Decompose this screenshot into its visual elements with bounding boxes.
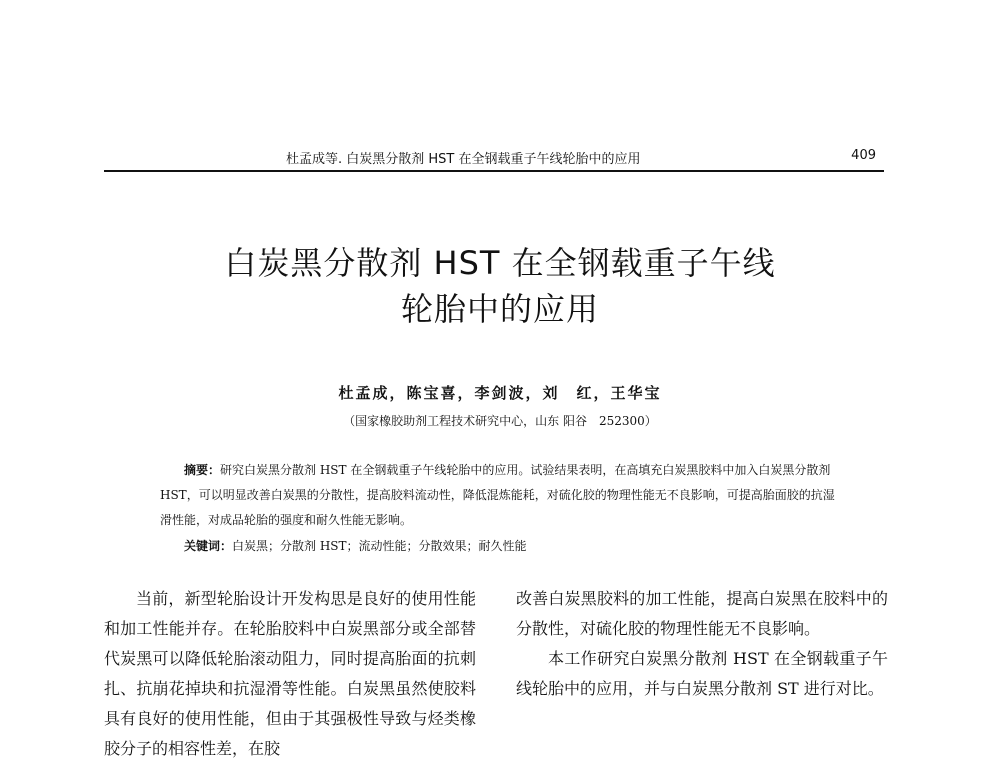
abstract-text: 研究白炭黑分散剂 HST 在全钢载重子午线轮胎中的应用。试验结果表明，在高填充白炭黑胶料中加入白炭黑分散剂 HST，可以明显改善白炭黑的分散性，提高胶料流动性，降低混炼能耗，对硫化胶的物理性能无不良影响，可提高胎面胶的抗湿滑性能，对成品轮胎的强度和耐久性能无影响。	[160, 463, 835, 527]
keywords	[184, 534, 527, 559]
body-column-right	[516, 584, 888, 704]
authors: 杜孟成，陈宝喜，李剑波，刘 红，王华宝	[338, 384, 662, 402]
page-number: 409	[851, 148, 876, 163]
keywords-label: 关键词：	[184, 539, 233, 553]
running-title: 杜孟成等. 白炭黑分散剂 HST 在全钢载重子午线轮胎中的应用	[286, 152, 641, 167]
abstract-label: 摘要：	[184, 463, 221, 477]
header-rule	[104, 170, 884, 172]
running-header	[104, 146, 884, 168]
title-line-1: 白炭黑分散剂 HST 在全钢载重子午线	[224, 244, 776, 282]
body-paragraph: 改善白炭黑胶料的加工性能，提高白炭黑在胶料中的分散性，对硫化胶的物理性能无不良影响。	[516, 589, 888, 638]
affiliation: （国家橡胶助剂工程技术研究中心，山东 阳谷 252300）	[343, 414, 657, 428]
keywords-text: 白炭黑；分散剂 HST；流动性能；分散效果；耐久性能	[232, 539, 527, 553]
title-line-2: 轮胎中的应用	[400, 290, 599, 328]
abstract	[160, 458, 840, 533]
body-paragraph: 当前，新型轮胎设计开发构思是良好的使用性能和加工性能并存。在轮胎胶料中白炭黑部分或全部替代炭黑可以降低轮胎滚动阻力，同时提高胎面的抗刺扎、抗崩花掉块和抗湿滑等性能。白炭黑虽然使胶料具有良好的使用性能，但由于其强极性导致与烃类橡胶分子的相容性差，在胶	[104, 589, 476, 758]
body-column-left	[104, 584, 476, 764]
body-paragraph: 本工作研究白炭黑分散剂 HST 在全钢载重子午线轮胎中的应用，并与白炭黑分散剂 ST 进行对比。	[516, 649, 888, 698]
paper-title	[0, 240, 1000, 332]
